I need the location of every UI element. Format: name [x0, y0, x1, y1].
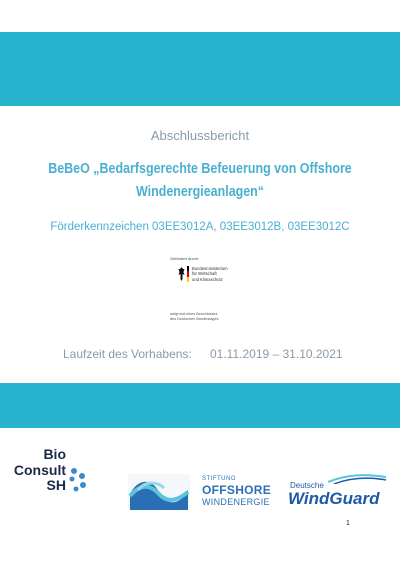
funding-ids: Förderkennzeichen 03EE3012A, 03EE3012B, 03EE3012C	[50, 221, 350, 233]
duration-label: Laufzeit des Vorhabens:	[63, 347, 192, 361]
offshore-label: OFFSHORE	[202, 483, 272, 497]
eagle-icon	[178, 266, 185, 282]
title-line-2: Windenergieanlagen“	[135, 184, 265, 200]
windguard-swoosh-icon	[328, 472, 386, 484]
bioconsult-dots-icon	[64, 465, 90, 495]
windguard-name-label: WindGuard	[288, 489, 380, 508]
stiftung-wave-icon	[128, 474, 190, 510]
ministry-name: Bundesministerium für Wirtschaft und Klimaschutz	[192, 266, 228, 282]
top-color-band	[0, 32, 400, 106]
stiftung-label: STIFTUNG	[202, 476, 236, 482]
german-flag-icon	[187, 266, 189, 282]
page-number: 1	[346, 520, 350, 527]
bmwi-sponsor-logo	[170, 256, 234, 326]
duration-value: 01.11.2019 – 31.10.2021	[210, 347, 343, 361]
report-type: Abschlussbericht	[150, 128, 250, 143]
resolution-text: aufgrund eines Beschlusses des Deutschen Bundestages	[170, 312, 219, 321]
bioconsult-logo	[8, 445, 90, 520]
windenergie-label: WINDENERGIE	[202, 497, 270, 507]
bottom-color-band	[0, 383, 400, 428]
bioconsult-logo-text: Bio Consult SH	[13, 446, 66, 493]
funded-by-label: Gefördert durch:	[170, 256, 200, 261]
windguard-logo	[288, 472, 388, 512]
stiftung-offshore-logo	[128, 472, 272, 514]
title-line-1: BeBeO „Bedarfsgerechte Befeuerung von Offshore	[48, 161, 352, 177]
windguard-deutsche-label: Deutsche	[290, 481, 324, 490]
